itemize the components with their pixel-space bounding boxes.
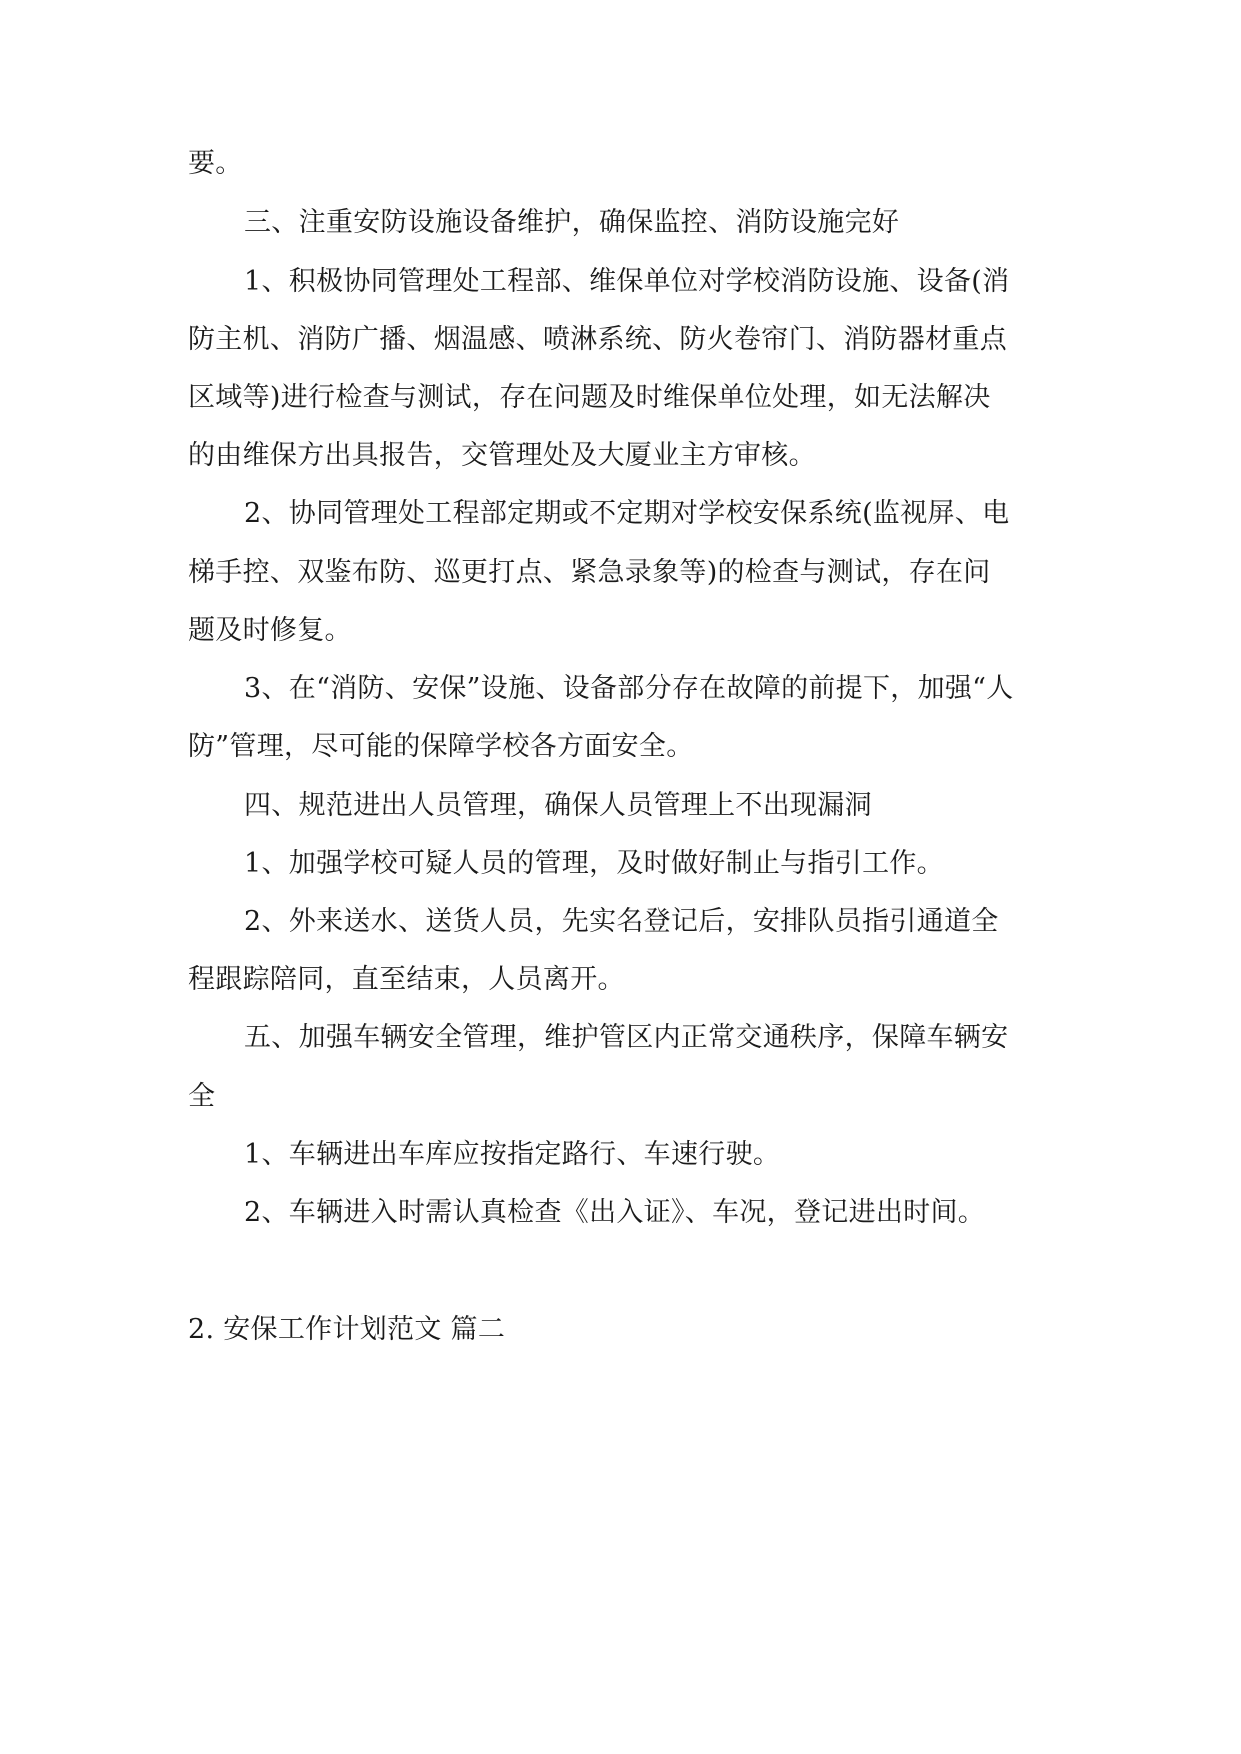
section-heading-5-line-2: 全 bbox=[188, 1081, 216, 1112]
text-line-continuation: 要。 bbox=[188, 148, 243, 179]
section-heading-4: 四、规范进出人员管理，确保人员管理上不出现漏洞 bbox=[244, 790, 872, 821]
section-heading-5-line-1: 五、加强车辆安全管理，维护管区内正常交通秩序，保障车辆安 bbox=[244, 1022, 1009, 1053]
paragraph-3-3-line-1: 3、在“消防、安保”设施、设备部分存在故障的前提下，加强“人 bbox=[244, 673, 1014, 704]
paragraph-3-1-line-3: 区域等)进行检查与测试，存在问题及时维保单位处理，如无法解决 bbox=[188, 382, 991, 413]
paragraph-3-2-line-2: 梯手控、双鉴布防、巡更打点、紧急录象等)的检查与测试，存在问 bbox=[188, 557, 991, 588]
paragraph-5-1: 1、车辆进出车库应按指定路行、车速行驶。 bbox=[244, 1139, 781, 1170]
paragraph-3-1-line-2: 防主机、消防广播、烟温感、喷淋系统、防火卷帘门、消防器材重点 bbox=[188, 324, 1007, 355]
paragraph-3-3-line-2: 防”管理，尽可能的保障学校各方面安全。 bbox=[188, 731, 694, 762]
paragraph-5-2: 2、车辆进入时需认真检查《出入证》、车况，登记进出时间。 bbox=[244, 1197, 986, 1228]
paragraph-3-2-line-3: 题及时修复。 bbox=[188, 615, 352, 646]
paragraph-4-2-line-1: 2、外来送水、送货人员，先实名登记后，安排队员指引通道全 bbox=[244, 906, 999, 937]
paragraph-4-2-line-2: 程跟踪陪同，直至结束，人员离开。 bbox=[188, 964, 625, 995]
article-title-part-two: 2. 安保工作计划范文 篇二 bbox=[188, 1314, 506, 1345]
paragraph-3-1-line-4: 的由维保方出具报告，交管理处及大厦业主方审核。 bbox=[188, 440, 816, 471]
section-heading-3: 三、注重安防设施设备维护，确保监控、消防设施完好 bbox=[244, 207, 900, 238]
paragraph-4-1: 1、加强学校可疑人员的管理，及时做好制止与指引工作。 bbox=[244, 848, 944, 879]
paragraph-3-1-line-1: 1、积极协同管理处工程部、维保单位对学校消防设施、设备(消 bbox=[244, 266, 1010, 297]
paragraph-3-2-line-1: 2、协同管理处工程部定期或不定期对学校安保系统(监视屏、电 bbox=[244, 498, 1010, 529]
